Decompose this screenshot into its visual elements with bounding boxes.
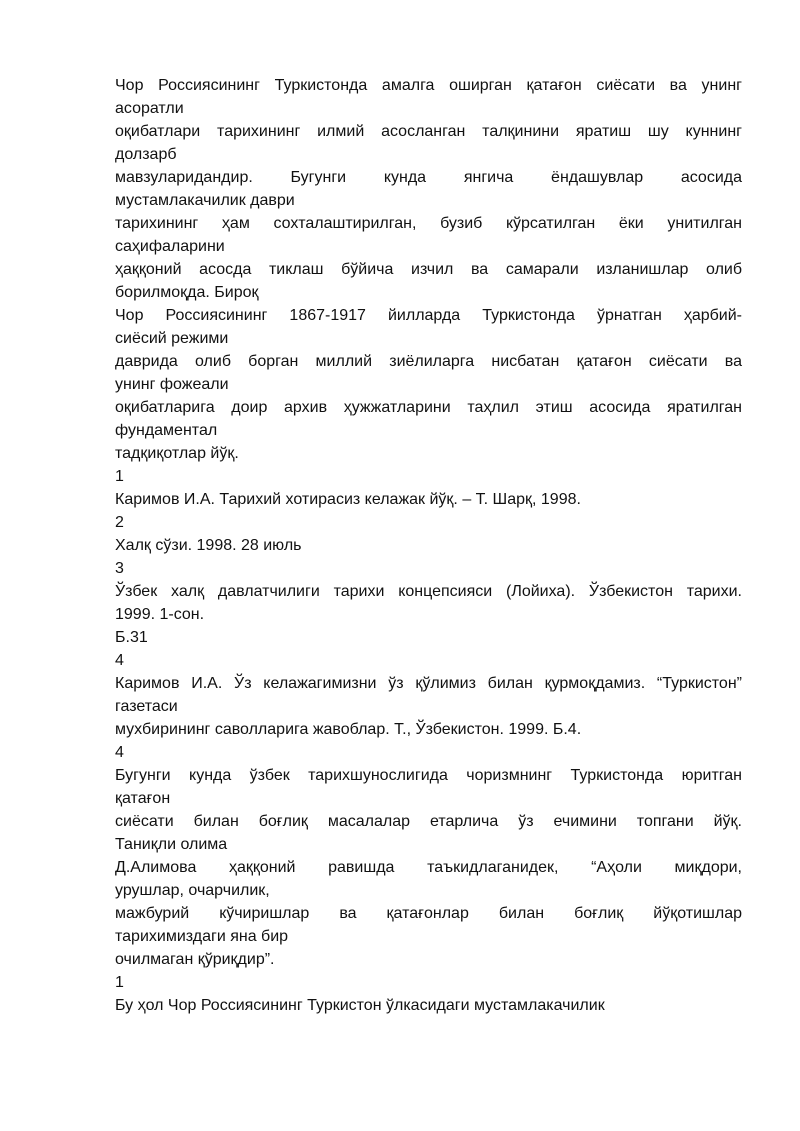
text-line: тарихимиздаги яна бир [115,928,289,945]
text-line: қатағон [115,790,171,807]
text-line: Бу ҳол Чор Россиясининг Туркистон ўлкасидаги мустамлакачилик [115,997,605,1014]
document-page [115,74,742,1017]
text-line: Б.31 [115,629,148,646]
text-line: Чор Россиясининг Туркистонда амалга оширган қатағон сиёсати ва унинг [115,77,742,94]
text-line: асоратли [115,100,184,117]
text-line: мухбирининг саволларига жавоблар. Т., Ўзбекистон. 1999. Б.4. [115,721,582,738]
text-line: тадқиқотлар йўқ. [115,445,239,462]
text-line: саҳифаларини [115,238,225,255]
text-line: 4 [115,652,124,669]
text-line: долзарб [115,146,177,163]
text-line: оқибатларига доир архив ҳужжатларини таҳлил этиш асосида яратилган [115,399,742,416]
text-line: унинг фожеали [115,376,229,393]
text-line: Чор Россиясининг 1867-1917 йилларда Туркистонда ўрнатган ҳарбий- [115,307,742,324]
text-line: сиёсати билан боғлиқ масалалар етарлича ўз ечимини топгани йўқ. [115,813,742,830]
text-line: 4 [115,744,124,761]
text-line: Каримов И.А. Тарихий хотирасиз келажак йўқ. – Т. Шарқ, 1998. [115,491,581,508]
text-line: Ўзбек халқ давлатчилиги тарихи концепсияси (Лойиха). Ўзбекистон тарихи. [115,583,742,600]
text-line: ҳаққоний асосда тиклаш бўйича изчил ва самарали изланишлар олиб [115,261,742,278]
text-line: тарихининг ҳам сохталаштирилган, бузиб кўрсатилган ёки унитилган [115,215,742,232]
text-line: 1 [115,974,124,991]
text-line: Бугунги кунда ўзбек тарихшунослигида чоризмнинг Туркистонда юритган [115,767,742,784]
text-line: 2 [115,514,124,531]
text-line: фундаментал [115,422,218,439]
text-line: мустамлакачилик даври [115,192,295,209]
text-line: Каримов И.А. Ўз келажагимизни ўз қўлимиз билан қурмоқдамиз. “Туркистон” [115,675,742,692]
text-line: урушлар, очарчилик, [115,882,270,899]
text-line: газетаси [115,698,178,715]
text-line: 1 [115,468,124,485]
text-line: мажбурий кўчиришлар ва қатағонлар билан боғлиқ йўқотишлар [115,905,742,922]
text-line: борилмоқда. Бироқ [115,284,259,301]
text-line: Д.Алимова ҳаққоний равишда таъкидлаганидек, “Аҳоли миқдори, [115,859,742,876]
text-line: 1999. 1-сон. [115,606,205,623]
text-line: оқибатлари тарихининг илмий асосланган талқинини яратиш шу куннинг [115,123,742,140]
text-line: даврида олиб борган миллий зиёлиларга нисбатан қатағон сиёсати ва [115,353,742,370]
text-line: сиёсий режими [115,330,229,347]
text-line: очилмаган қўриқдир”. [115,951,275,968]
text-line: Халқ сўзи. 1998. 28 июль [115,537,302,554]
text-line: Таниқли олима [115,836,228,853]
text-line: мавзуларидандир. Бугунги кунда янгича ёндашувлар асосида [115,169,742,186]
text-line: 3 [115,560,124,577]
